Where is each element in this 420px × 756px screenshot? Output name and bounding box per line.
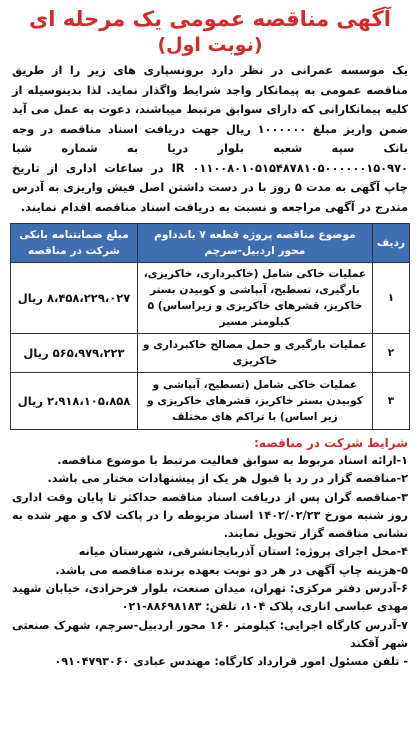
table-row [11,263,410,334]
condition-item: ۷-آدرس کارگاه اجرایی: کیلومتر ۱۶۰ محور اردبیل-سرچم، شهرک صنعتی شهر آقکند [12,618,408,650]
row-number: ۲ [372,334,409,373]
condition-item: ۵-هزینه چاپ آگهی در هر دو نوبت بعهده برنده مناقصه می باشد. [55,563,408,577]
conditions-heading: شرایط شرکت در مناقصه: [254,436,408,450]
condition-item: ۴-محل اجرای پروژه: استان آذربایجانشرقی، شهرستان میانه [78,545,408,559]
condition-item: ۱-ارائه اسناد مربوط به سوابق فعالیت مرتبط با موضوع مناقصه. [57,454,408,467]
row-subject: عملیات بارگیری و حمل مصالح خاکبرداری و خاکریزی [138,334,373,373]
notice-title: آگهی مناقصه عمومی یک مرحله ای [29,7,391,31]
condition-item: ۳-مناقصه گران پس از دریافت اسناد مناقصه حداکثر تا پایان وقت اداری روز شنبه مورخ ۱۴۰۲/۰۲/۲۳ اسناد مربوطه را در پاکت لاک و مهر شده به نشانی مناقصه گزار تحویل نمایند. [12,490,408,541]
row-number: ۱ [372,263,409,334]
row-amount: ۸،۴۵۸،۲۲۹،۰۲۷ ریال [11,263,138,334]
row-amount: ۲،۹۱۸،۱۰۵،۸۵۸ ریال [11,373,138,430]
intro-paragraph: یک موسسه عمرانی در نظر دارد برونسپاری های زیر را از طریق مناقصه عمومی به پیمانکار واجد شرایط واگذار نماید. لذا بدینوسیله از کلیه پیمانکارانی که دارای سوابق مرتبط میباشند، دعوت به عمل می آید ضمن واریز مبلغ ۱۰۰۰۰۰۰ ریال جهت دریافت اسناد مناقصه در وجه بانک سپه شعبه بلوار دریا به شماره شبا ۰۱۱۰۰۸۰۱۰۵۱۵۴۸۷۸۱۰۵۰۰۰۰۰۰۱۵۰۹۷۰ IR در ساعات اداری از تاریخ چاپ آگهی به مدت ۵ روز با در دست داشتن اصل فیش واریزی به آدرس مندرج در آگهی مراجعه و نسبت به دریافت اسناد مناقصه اقدام نمایند. [12,63,409,214]
header-subject: موضوع مناقصه پروژه قطعه ۷ باندداوم محور اردبیل-سرچم [138,224,373,263]
condition-item: ۶-آدرس دفتر مرکزی: تهران، میدان صنعت، بلوار فرحزادی، خیابان شهید مهدی عباسی اناری، پلاک ۱۰۴، تلفن: ۸۸۶۹۸۱۸۳-۰۲۱ [12,582,408,614]
header-guarantee: مبلغ ضمانتنامه بانکی شرکت در مناقصه [11,224,138,263]
tender-table [10,223,410,430]
condition-item: ۲-مناقصه گزار در رد یا قبول هر یک از پیشنهادات مختار می باشد. [47,472,408,486]
row-amount: ۵۶۵،۹۷۹،۲۲۳ ریال [11,334,138,373]
notice-subtitle: (نوبت اول) [157,34,263,56]
table-row [11,373,410,430]
header-row-number: ردیف [372,224,409,263]
row-subject: عملیات خاکی شامل (خاکبرداری، خاکریزی، بارگیری، تسطیح، آبپاشی و کوبیدن بستر خاکریز، قشرهای خاکریزی و زیراساس) ۵ کیلومتر مسیر [138,263,373,334]
table-row [11,334,410,373]
row-subject: عملیات خاکی شامل (تسطیح، آبپاشی و کوبیدن بستر خاکریز، قشرهای خاکریزی و زیر اساس) با تراکم های مختلف [138,373,373,430]
condition-item: - تلفن مسئول امور قرارداد کارگاه: مهندس عبادی ۰۹۱۰۴۷۹۳۰۶۰ [54,655,408,669]
table-header-row [11,224,410,263]
row-number: ۳ [372,373,409,430]
